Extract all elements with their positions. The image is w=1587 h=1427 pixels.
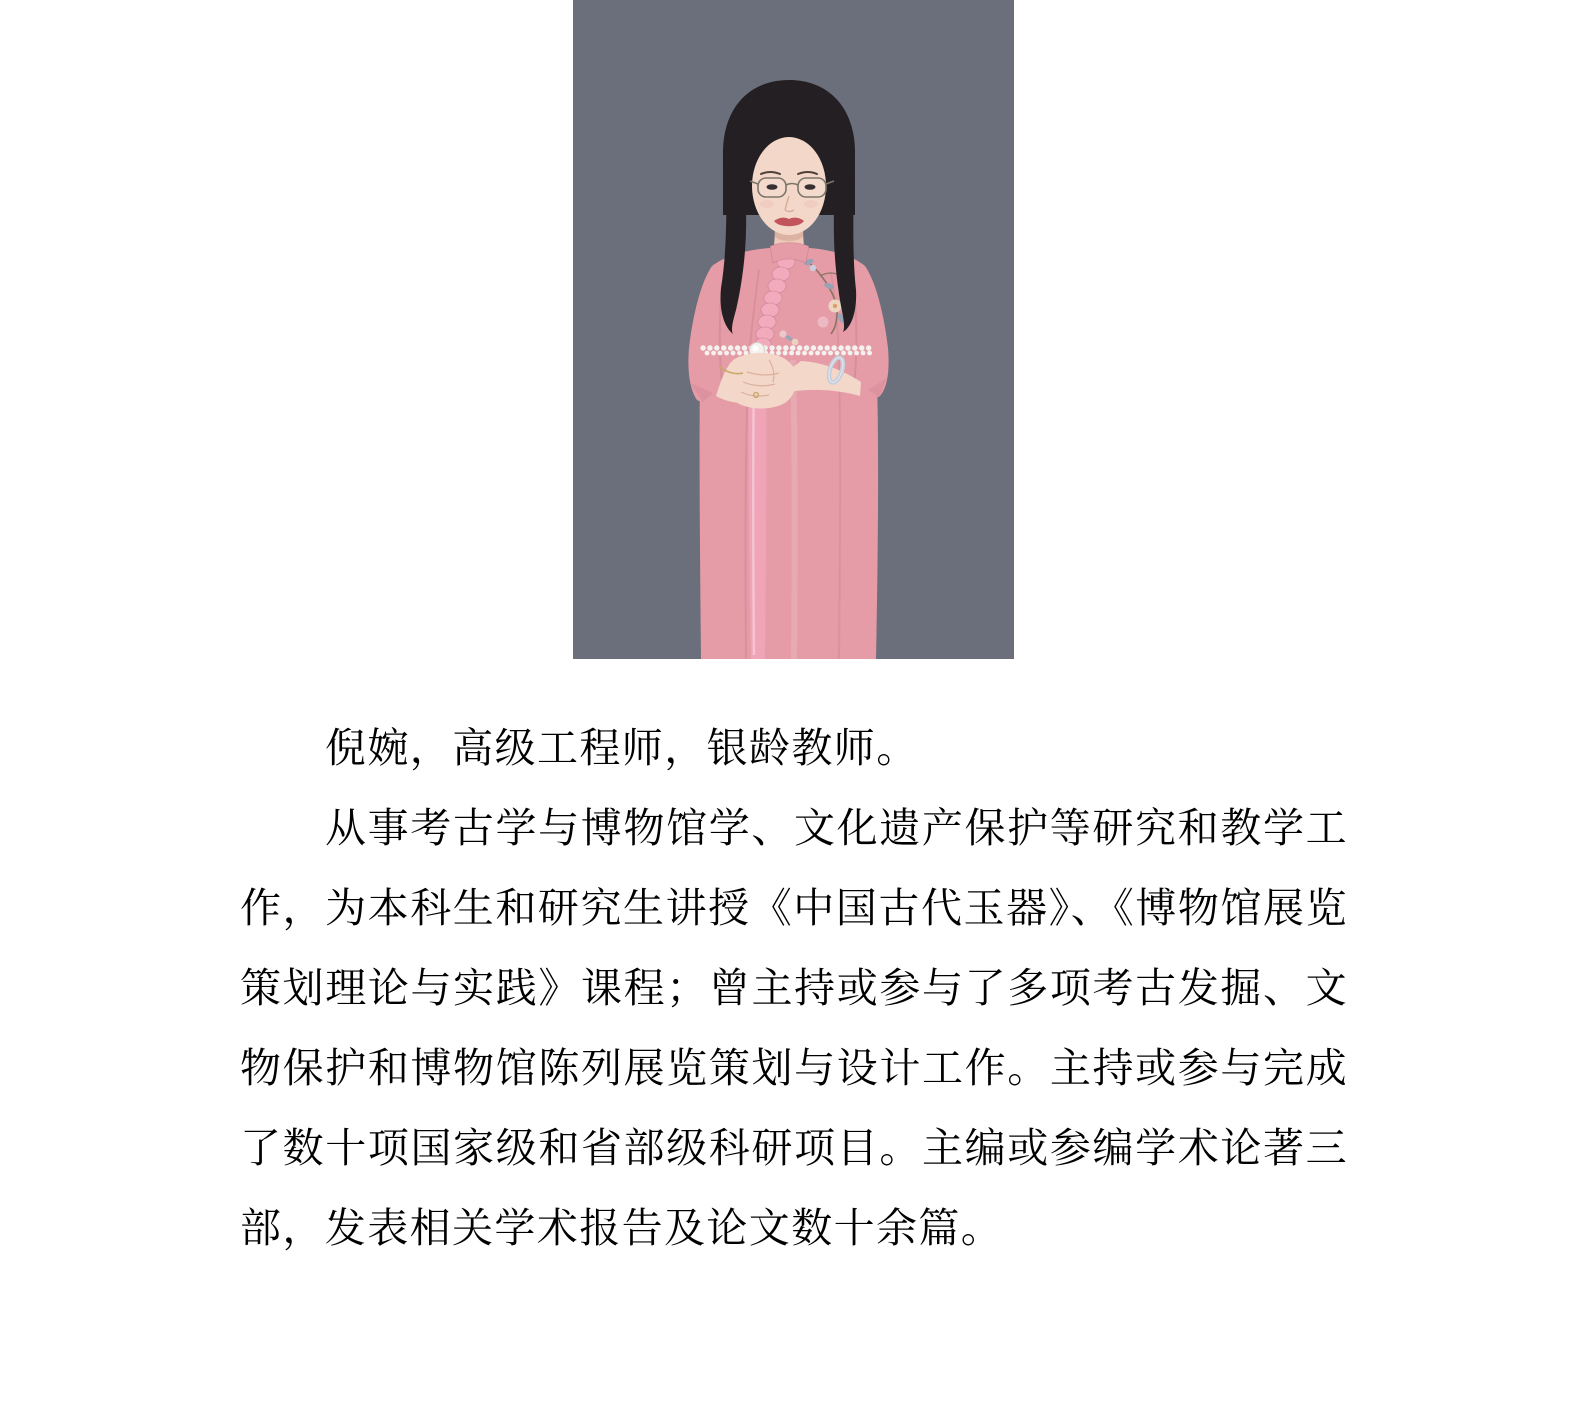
bio-line: 物保护和博物馆陈列展览策划与设计工作。主持或参与完成: [240, 1045, 1348, 1091]
bio-line: 了数十项国家级和省部级科研项目。主编或参编学术论著三: [240, 1125, 1348, 1171]
bio-line: 倪婉，高级工程师，银龄教师。: [325, 725, 919, 771]
bio-line: 部，发表相关学术报告及论文数十余篇。: [240, 1205, 1004, 1251]
bio-line: 作，为本科生和研究生讲授《中国古代玉器》、《博物馆展览: [240, 885, 1348, 931]
bio-line: 策划理论与实践》课程；曾主持或参与了多项考古发掘、文: [240, 965, 1348, 1011]
biography-text: [240, 708, 1348, 1268]
skirt-highlight: [793, 360, 795, 659]
portrait-photo: [573, 0, 1014, 659]
bio-line: 从事考古学与博物馆学、文化遗产保护等研究和教学工: [325, 805, 1348, 851]
bio-paragraph-2: [240, 788, 1348, 1268]
bio-paragraph-1: [240, 708, 1348, 788]
portrait-illustration: [573, 0, 1014, 659]
